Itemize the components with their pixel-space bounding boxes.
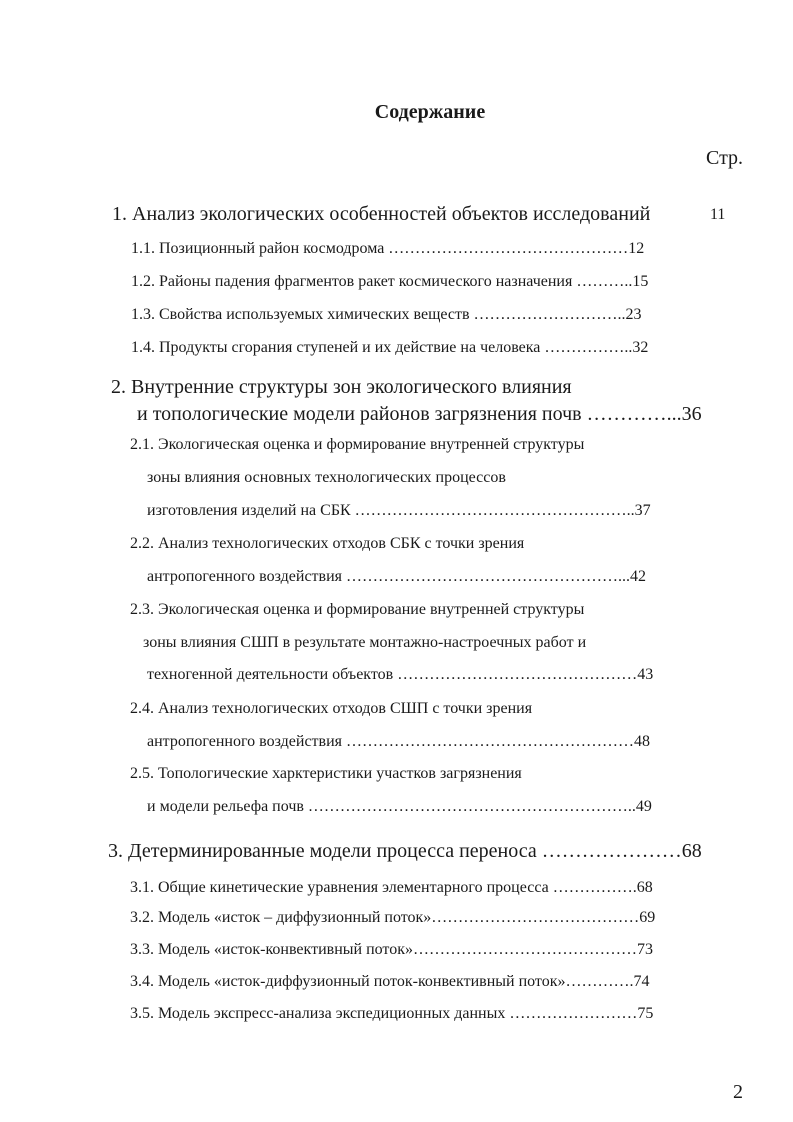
toc-item-3-4: 3.4. Модель «исток-диффузионный поток-конвективный поток»………….74 <box>130 973 650 990</box>
toc-item-2-4-line-1: 2.4. Анализ технологических отходов СШП с точки зрения <box>130 700 533 717</box>
toc-item-2-4-line-2: антропогенного воздействия ………………………………………………48 <box>147 733 651 750</box>
toc-section-2-title-line-2: и топологические модели районов загрязнения почв …………...36 <box>137 403 702 425</box>
toc-item-2-1-line-3: изготовления изделий на СБК ……………………………………………..37 <box>147 502 651 519</box>
toc-item-2-2-line-2: антропогенного воздействия ……………………………………………...42 <box>147 568 647 585</box>
toc-section-1-page: 11 <box>710 206 726 223</box>
toc-item-3-2: 3.2. Модель «исток – диффузионный поток»…………………………………69 <box>130 909 656 926</box>
toc-item-2-3-line-1: 2.3. Экологическая оценка и формирование внутренней структуры <box>130 601 585 618</box>
toc-section-3-title: 3. Детерминированные модели процесса переноса …………………68 <box>108 840 702 862</box>
toc-item-2-5-line-2: и модели рельефа почв ……………………………………………………..49 <box>147 798 652 815</box>
toc-item-2-5-line-1: 2.5. Топологические харктеристики участков загрязнения <box>130 765 522 782</box>
toc-item-1-2: 1.2. Районы падения фрагментов ракет космического назначения ………..15 <box>131 273 649 290</box>
toc-item-2-3-line-3: техногенной деятельности объектов ………………………………………43 <box>147 666 654 683</box>
toc-section-1-title: 1. Анализ экологических особенностей объектов исследований <box>112 203 651 225</box>
toc-heading: Содержание <box>374 101 486 123</box>
toc-item-2-1-line-1: 2.1. Экологическая оценка и формирование внутренней структуры <box>130 436 585 453</box>
page-number: 2 <box>733 1081 743 1103</box>
toc-item-3-3: 3.3. Модель «исток-конвективный поток»……………………………………73 <box>130 941 653 958</box>
toc-item-1-1: 1.1. Позиционный район космодрома ………………………………………12 <box>131 240 645 257</box>
toc-item-2-1-line-2: зоны влияния основных технологических процессов <box>147 469 506 486</box>
toc-item-3-5: 3.5. Модель экспресс-анализа экспедиционных данных ……………………75 <box>130 1005 654 1022</box>
toc-item-2-3-line-2: зоны влияния СШП в результате монтажно-настроечных работ и <box>143 634 587 651</box>
page-column-label: Стр. <box>706 147 744 169</box>
toc-item-3-1: 3.1. Общие кинетические уравнения элементарного процесса …………….68 <box>130 879 653 896</box>
toc-item-2-2-line-1: 2.2. Анализ технологических отходов СБК с точки зрения <box>130 535 525 552</box>
toc-item-1-3: 1.3. Свойства используемых химических веществ ………………………..23 <box>131 306 642 323</box>
toc-section-2-title-line-1: 2. Внутренние структуры зон экологического влияния <box>111 376 572 398</box>
toc-item-1-4: 1.4. Продукты сгорания ступеней и их действие на человека ……………..32 <box>131 339 649 356</box>
